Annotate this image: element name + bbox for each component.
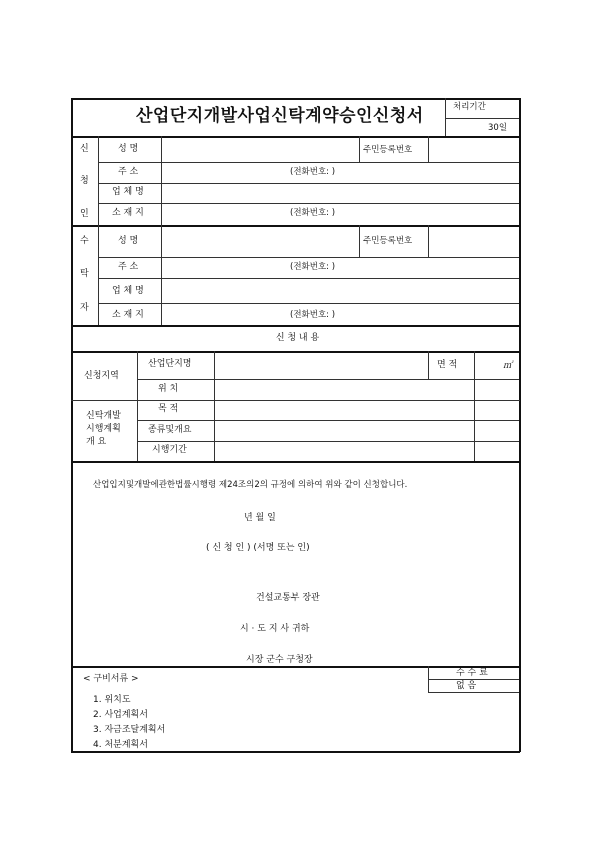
area-size-label: 면 적 <box>437 360 458 370</box>
trustee-location-phone[interactable]: (전화번호: ) <box>290 310 336 320</box>
plan-label-line-2: 시행계획 <box>86 424 121 434</box>
applicant-address-label: 주 소 <box>118 167 139 177</box>
trustee-location-label: 소 재 지 <box>112 310 144 320</box>
applicant-location-label: 소 재 지 <box>112 208 144 218</box>
applicant-location-phone[interactable]: (전화번호: ) <box>290 208 336 218</box>
applicant-address-phone[interactable]: (전화번호: ) <box>290 167 336 177</box>
plan-label-line-1: 신탁개발 <box>86 411 121 421</box>
trustee-company-field[interactable] <box>162 279 518 302</box>
types-label: 종류및개요 <box>148 425 192 435</box>
processing-period-label: 처리기간 <box>453 102 486 112</box>
applicant-name-label: 성 명 <box>118 144 139 154</box>
purpose-label: 목 적 <box>158 404 179 414</box>
attachment-item: 3. 자금조달계획서 <box>93 725 166 735</box>
types-field[interactable] <box>215 421 473 440</box>
date-line[interactable]: 년 월 일 <box>244 513 276 523</box>
applicant-company-label: 업 체 명 <box>112 187 144 197</box>
trustee-address-label: 주 소 <box>118 262 139 272</box>
fee-label: 수 수 료 <box>456 668 488 678</box>
area-label: 신청지역 <box>84 371 119 381</box>
trustee-company-label: 업 체 명 <box>112 286 144 296</box>
complex-name-field[interactable] <box>215 352 427 378</box>
position-field[interactable] <box>215 380 473 399</box>
trustee-resident-no-field[interactable] <box>429 227 518 256</box>
complex-name-label: 산업단지명 <box>148 359 192 369</box>
trustee-resident-no-label: 주민등록번호 <box>363 236 413 246</box>
purpose-field[interactable] <box>215 401 473 419</box>
applicant-name-field[interactable] <box>162 137 358 162</box>
applicant-group-char-3: 인 <box>80 209 89 219</box>
content-header: 신 청 내 용 <box>275 333 320 343</box>
position-label: 위 치 <box>158 384 179 394</box>
fee-value: 없 음 <box>456 681 477 691</box>
applicant-resident-no-field[interactable] <box>429 137 518 162</box>
applicant-group-char-2: 청 <box>80 176 89 186</box>
period-field[interactable] <box>215 442 473 460</box>
addressee-governor: 시 · 도 지 사 귀하 <box>240 624 310 634</box>
processing-period-value: 30일 <box>488 123 508 133</box>
applicant-resident-no-label: 주민등록번호 <box>363 145 413 155</box>
plan-label-line-3: 개 요 <box>86 437 107 447</box>
attachment-item: 2. 사업계획서 <box>93 710 148 720</box>
trustee-name-field[interactable] <box>162 227 358 256</box>
form-title: 산업단지개발사업신탁계약승인신청서 <box>136 106 424 126</box>
addressee-minister: 건설교통부 장관 <box>256 593 320 603</box>
applicant-company-field[interactable] <box>162 184 518 202</box>
declaration-text: 산업입지및개발에관한법률시행령 제24조의2의 규정에 의하여 위와 같이 신청합니다. <box>93 480 408 490</box>
trustee-group-char-3: 자 <box>80 303 89 313</box>
applicant-signature-line[interactable]: ( 신 청 인 ) (서명 또는 인) <box>206 543 310 553</box>
attachments-header: < 구비서류 > <box>83 674 139 684</box>
trustee-group-char-2: 탁 <box>80 269 89 279</box>
attachment-item: 4. 처분계획서 <box>93 740 148 750</box>
attachment-item: 1. 위치도 <box>93 695 131 705</box>
trustee-group-char-1: 수 <box>80 236 89 246</box>
trustee-name-label: 성 명 <box>118 236 139 246</box>
addressee-mayor: 시장 군수 구청장 <box>246 655 313 665</box>
area-size-unit: ㎡ <box>503 361 513 371</box>
trustee-address-phone[interactable]: (전화번호: ) <box>290 262 336 272</box>
period-label: 시행기간 <box>152 445 187 455</box>
applicant-group-char-1: 신 <box>80 144 89 154</box>
area-size-field[interactable] <box>475 352 518 378</box>
